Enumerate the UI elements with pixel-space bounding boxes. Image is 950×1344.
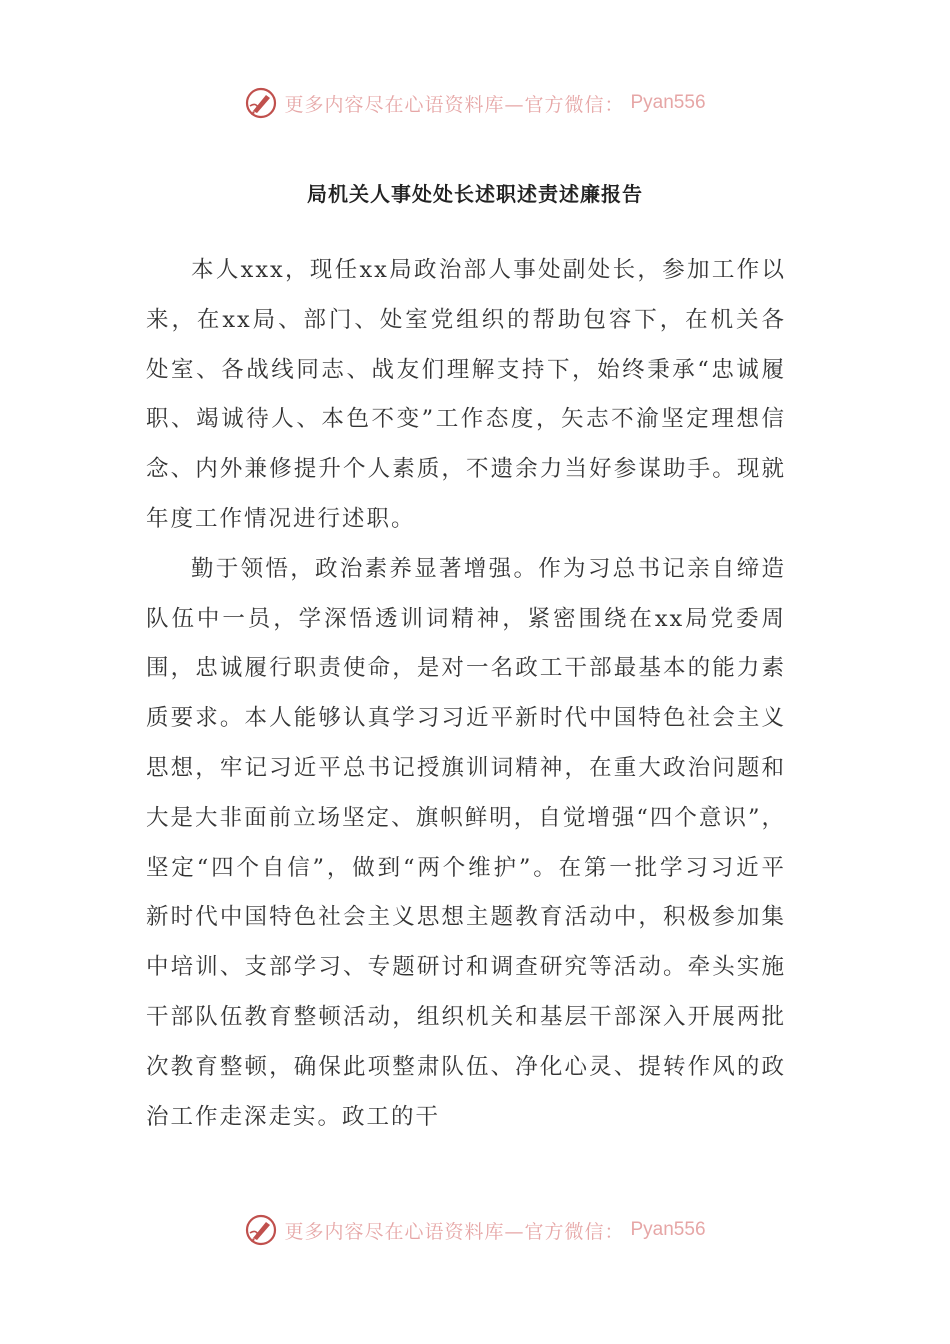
paragraph: 本人xxx，现任xx局政治部人事处副处长，参加工作以来，在xx局、部门、处室党组织的帮助包容下，在机关各处室、各战线同志、战友们理解支持下，始终秉承“忠诚履职、竭诚待人、本色不变”工作态度，矢志不渝坚定理想信念、内外兼修提升个人素质，不遗余力当好参谋助手。现就年度工作情况进行述职。: [146, 257, 786, 532]
pen-circle-logo-icon: [244, 86, 278, 120]
paragraph: 勤于领悟，政治素养显著增强。作为习总书记亲自缔造队伍中一员，学深悟透训词精神，紧密围绕在xx局党委周围，忠诚履行职责使命，是对一名政工干部最基本的能力素质要求。本人能够认真学习习近平新时代中国特色社会主义思想，牢记习近平总书记授旗训词精神，在重大政治问题和大是大非面前立场坚定、旗帜鲜明，自觉增强“四个意识”，坚定“四个自信”，做到“两个维护”。在第一批学习习近平新时代中国特色社会主义思想主题教育活动中，积极参加集中培训、支部学习、专题研讨和调查研究等活动。牵头实施干部队伍教育整顿活动，组织机关和基层干部深入开展两批次教育整顿，确保此项整肃队伍、净化心灵、提转作风的政治工作走深走实。政工的干: [146, 555, 786, 1130]
document-body: [146, 246, 786, 1142]
watermark-banner-top: [0, 83, 950, 123]
watermark-text: 更多内容尽在心语资料库—官方微信：: [284, 1220, 625, 1243]
watermark-text: 更多内容尽在心语资料库—官方微信：: [284, 93, 625, 116]
watermark-wechat-id: Pyan556: [630, 92, 706, 113]
watermark-wechat-id: Pyan556: [630, 1219, 706, 1240]
pen-circle-logo-icon: [244, 1213, 278, 1247]
document-title: 局机关人事处处长述职述责述廉报告: [307, 182, 643, 206]
watermark-banner-bottom: [0, 1210, 950, 1250]
